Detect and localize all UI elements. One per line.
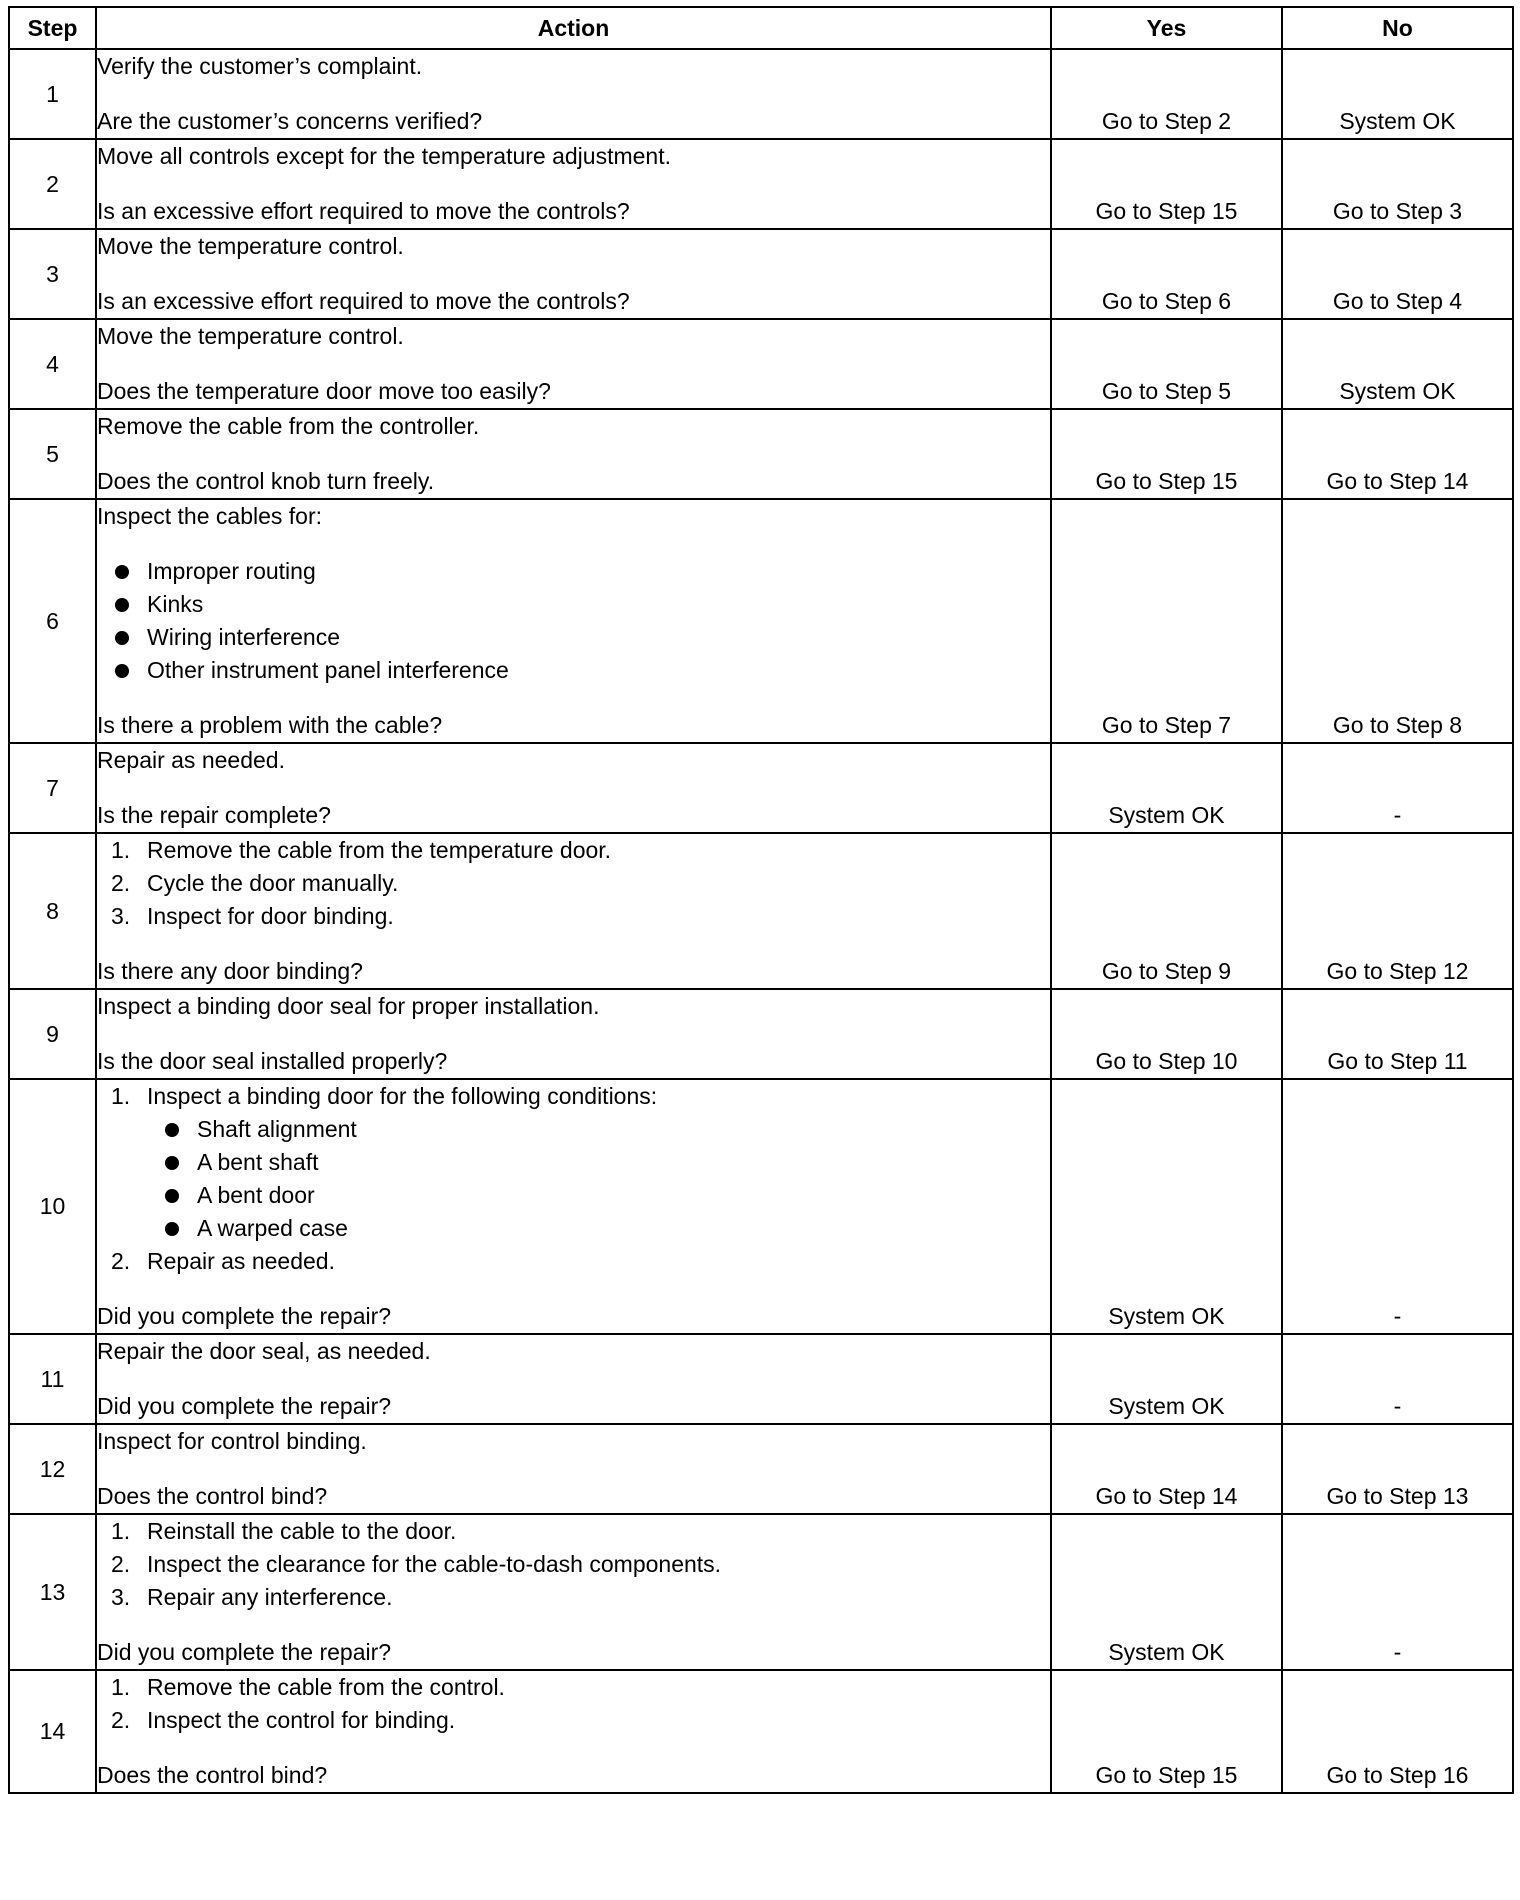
yes-result: System OK [1051,743,1282,833]
item-number: 2. [111,1551,131,1577]
question-text: Is the repair complete? [97,802,331,828]
numbered-item [97,1581,1050,1614]
step-number: 6 [9,499,96,743]
action-cell [96,229,1051,319]
action-cell [96,743,1051,833]
sub-bullet-item: A bent shaft [147,1146,1050,1179]
bullet-item: Kinks [97,588,1050,621]
step-number: 8 [9,833,96,989]
no-result: - [1282,1334,1513,1424]
item-number: 1. [111,1674,131,1700]
yes-result: Go to Step 15 [1051,139,1282,229]
spacer [97,173,1050,195]
step-number: 10 [9,1079,96,1334]
step-number: 1 [9,49,96,139]
numbered-list [97,1515,1050,1614]
action-cell [96,319,1051,409]
step-number: 2 [9,139,96,229]
action-text: Repair the door seal, as needed. [97,1338,431,1364]
table-row [9,499,1513,743]
header-row [9,7,1513,49]
numbered-item [97,1671,1050,1704]
table-row [9,229,1513,319]
yes-result: Go to Step 15 [1051,409,1282,499]
sub-bullet-item: A warped case [147,1212,1050,1245]
table-row [9,1514,1513,1670]
no-result: Go to Step 12 [1282,833,1513,989]
item-number: 1. [111,1083,131,1109]
spacer [97,933,1050,955]
item-number: 2. [111,870,131,896]
yes-result: System OK [1051,1514,1282,1670]
table-row [9,319,1513,409]
question-text: Does the control bind? [97,1762,328,1788]
item-number: 1. [111,1518,131,1544]
sub-bullet-item: A bent door [147,1179,1050,1212]
table-row [9,139,1513,229]
item-text: Repair as needed. [147,1248,335,1274]
action-cell [96,49,1051,139]
header-no: No [1282,7,1513,49]
yes-result: Go to Step 14 [1051,1424,1282,1514]
spacer [97,1368,1050,1390]
spacer [97,687,1050,709]
question-text: Is an excessive effort required to move the controls? [97,288,630,314]
action-cell [96,1670,1051,1793]
table-row [9,49,1513,139]
numbered-list [97,1080,1050,1278]
item-text: Inspect a binding door for the following conditions: [147,1083,658,1109]
table-row [9,1334,1513,1424]
no-result: Go to Step 14 [1282,409,1513,499]
no-result: Go to Step 3 [1282,139,1513,229]
question-text: Does the control bind? [97,1483,328,1509]
question-text: Did you complete the repair? [97,1639,392,1665]
header-action: Action [96,7,1051,49]
no-result: Go to Step 8 [1282,499,1513,743]
question-text: Is there a problem with the cable? [97,712,443,738]
table-row [9,1424,1513,1514]
action-cell [96,833,1051,989]
item-text: Inspect the clearance for the cable-to-dash components. [147,1551,722,1577]
yes-result: System OK [1051,1334,1282,1424]
step-number: 14 [9,1670,96,1793]
question-text: Does the control knob turn freely. [97,468,435,494]
yes-result: Go to Step 9 [1051,833,1282,989]
step-number: 11 [9,1334,96,1424]
spacer [97,1023,1050,1045]
action-text: Remove the cable from the controller. [97,413,480,439]
item-text: Cycle the door manually. [147,870,399,896]
spacer [97,533,1050,555]
item-number: 3. [111,1584,131,1610]
action-text: Inspect the cables for: [97,503,323,529]
header-step: Step [9,7,96,49]
action-text: Inspect for control binding. [97,1428,367,1454]
item-text: Inspect for door binding. [147,903,394,929]
yes-result: Go to Step 15 [1051,1670,1282,1793]
spacer [97,777,1050,799]
numbered-item [97,1080,1050,1245]
no-result: System OK [1282,49,1513,139]
action-text: Move the temperature control. [97,323,404,349]
numbered-item [97,1245,1050,1278]
question-text: Did you complete the repair? [97,1393,392,1419]
sub-bullet-list [147,1113,1050,1245]
spacer [97,83,1050,105]
numbered-list [97,1671,1050,1737]
table-row [9,1079,1513,1334]
step-number: 5 [9,409,96,499]
spacer [97,353,1050,375]
yes-result: Go to Step 10 [1051,989,1282,1079]
no-result: - [1282,743,1513,833]
item-text: Reinstall the cable to the door. [147,1518,457,1544]
numbered-item [97,834,1050,867]
table-row [9,1670,1513,1793]
item-text: Repair any interference. [147,1584,393,1610]
action-text: Repair as needed. [97,747,285,773]
step-number: 7 [9,743,96,833]
bullet-item: Improper routing [97,555,1050,588]
sub-bullet-item: Shaft alignment [147,1113,1050,1146]
action-cell [96,409,1051,499]
table-row [9,409,1513,499]
question-text: Is the door seal installed properly? [97,1048,448,1074]
spacer [97,443,1050,465]
spacer [97,1458,1050,1480]
action-cell [96,1079,1051,1334]
numbered-item [97,867,1050,900]
step-number: 3 [9,229,96,319]
table-body [9,49,1513,1793]
bullet-item: Other instrument panel interference [97,654,1050,687]
action-cell [96,989,1051,1079]
bullet-list [97,555,1050,687]
numbered-item [97,1515,1050,1548]
no-result: - [1282,1514,1513,1670]
question-text: Does the temperature door move too easily? [97,378,551,404]
item-number: 2. [111,1248,131,1274]
action-cell [96,499,1051,743]
item-number: 1. [111,837,131,863]
step-number: 12 [9,1424,96,1514]
header-yes: Yes [1051,7,1282,49]
yes-result: Go to Step 5 [1051,319,1282,409]
table-row [9,989,1513,1079]
action-text: Verify the customer’s complaint. [97,53,423,79]
bullet-item: Wiring interference [97,621,1050,654]
spacer [97,1737,1050,1759]
action-text: Inspect a binding door seal for proper installation. [97,993,600,1019]
action-cell [96,1334,1051,1424]
diagnostic-table [8,6,1514,1794]
no-result: System OK [1282,319,1513,409]
step-number: 9 [9,989,96,1079]
step-number: 13 [9,1514,96,1670]
no-result: Go to Step 4 [1282,229,1513,319]
item-text: Inspect the control for binding. [147,1707,456,1733]
question-text: Is an excessive effort required to move the controls? [97,198,630,224]
action-cell [96,1514,1051,1670]
action-cell [96,1424,1051,1514]
no-result: Go to Step 16 [1282,1670,1513,1793]
numbered-list [97,834,1050,933]
action-text: Move the temperature control. [97,233,404,259]
spacer [97,263,1050,285]
numbered-item [97,1548,1050,1581]
spacer [97,1614,1050,1636]
numbered-item [97,1704,1050,1737]
spacer [97,1278,1050,1300]
question-text: Are the customer’s concerns verified? [97,108,483,134]
yes-result: System OK [1051,1079,1282,1334]
table-row [9,743,1513,833]
action-cell [96,139,1051,229]
yes-result: Go to Step 6 [1051,229,1282,319]
item-text: Remove the cable from the temperature door. [147,837,612,863]
question-text: Did you complete the repair? [97,1303,392,1329]
item-number: 3. [111,903,131,929]
item-text: Remove the cable from the control. [147,1674,505,1700]
yes-result: Go to Step 2 [1051,49,1282,139]
no-result: - [1282,1079,1513,1334]
step-number: 4 [9,319,96,409]
action-text: Move all controls except for the temperature adjustment. [97,143,672,169]
no-result: Go to Step 11 [1282,989,1513,1079]
item-number: 2. [111,1707,131,1733]
question-text: Is there any door binding? [97,958,363,984]
numbered-item [97,900,1050,933]
yes-result: Go to Step 7 [1051,499,1282,743]
no-result: Go to Step 13 [1282,1424,1513,1514]
table-row [9,833,1513,989]
